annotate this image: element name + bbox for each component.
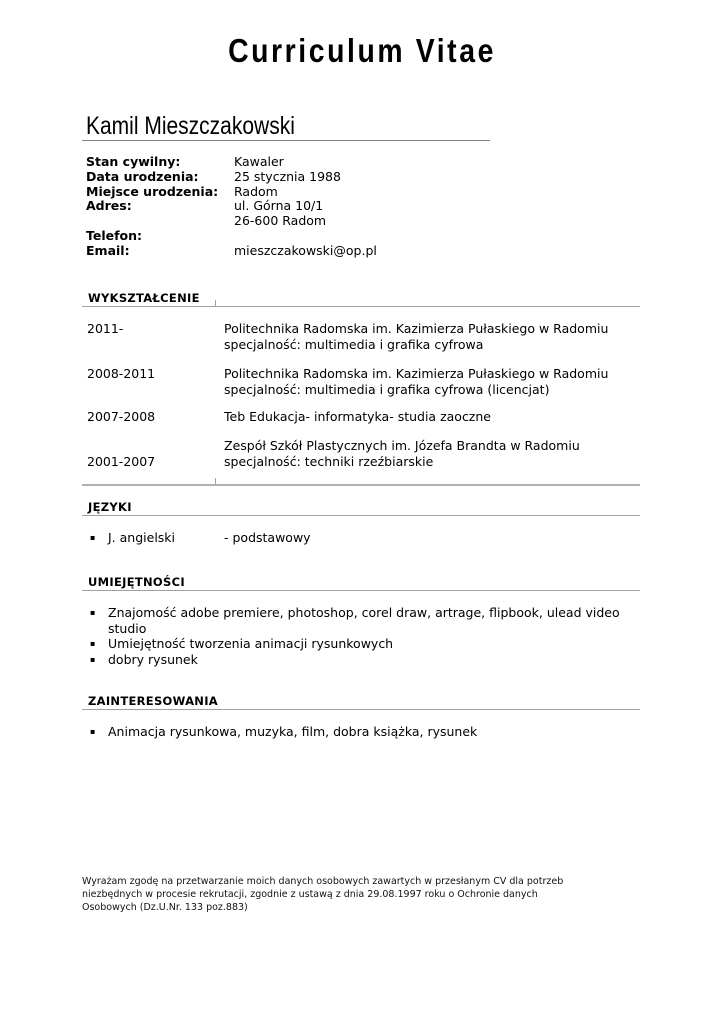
civil-status-row: [86, 155, 377, 170]
address-row: [86, 199, 377, 214]
birth-date-label: Data urodzenia:: [86, 168, 199, 184]
education-date-4: 2001-2007: [87, 454, 156, 469]
email-row: [86, 244, 377, 259]
language-name: J. angielski: [108, 530, 176, 545]
interests-text: Animacja rysunkowa, muzyka, film, dobra książka, rysunek: [108, 724, 478, 739]
civil-status-value: Kawaler: [234, 154, 284, 169]
education-desc-1-line2: specjalność: multimedia i grafika cyfrowa: [224, 337, 484, 352]
education-desc-2-line1: Politechnika Radomska im. Kazimierza Pułaskiego w Radomiu: [224, 366, 609, 381]
phone-label: Telefon:: [86, 227, 143, 243]
list-item: [90, 724, 477, 740]
languages-list: [90, 530, 311, 546]
address-label: Adres:: [86, 198, 132, 214]
education-desc-4: [224, 438, 580, 470]
education-desc-2-line2: specjalność: multimedia i grafika cyfrowa (licencjat): [224, 382, 550, 397]
skills-list: [90, 605, 620, 667]
skill-1-line1: Znajomość adobe premiere, photoshop, corel draw, artrage, flipbook, ulead video: [108, 605, 620, 620]
address-row-2: [86, 214, 377, 229]
birth-date-value: 25 stycznia 1988: [234, 168, 341, 184]
bullet-icon: ▪: [90, 727, 96, 736]
consent-line1: Wyrażam zgodę na przetwarzanie moich danych osobowych zawartych w przesłanym CV dla potrzeb: [82, 876, 564, 887]
email-value: mieszczakowski@op.pl: [234, 242, 377, 258]
education-desc-2: [224, 366, 608, 398]
interests-list: [90, 724, 477, 740]
skill-3: dobry rysunek: [108, 651, 198, 667]
bullet-icon: ▪: [90, 533, 96, 542]
education-date-2: 2008-2011: [87, 366, 156, 381]
skill-2: Umiejętność tworzenia animacji rysunkowych: [108, 636, 394, 651]
skill-1-line2: studio: [108, 620, 147, 636]
skills-rule: [82, 590, 640, 591]
bullet-icon: ▪: [90, 608, 96, 617]
list-item: [90, 530, 311, 546]
languages-rule: [82, 515, 640, 516]
civil-status-label: Stan cywilny:: [86, 154, 181, 169]
birth-place-label: Miejsce urodzenia:: [86, 183, 219, 199]
languages-heading: JĘZYKI: [88, 500, 132, 514]
document-title: Curriculum Vitae: [228, 32, 496, 69]
education-desc-3: [224, 409, 491, 425]
education-heading: WYKSZTAŁCENIE: [88, 291, 200, 305]
skills-heading: UMIEJĘTNOŚCI: [88, 575, 185, 589]
consent-line3: Osobowych (Dz.U.Nr. 133 poz.883): [82, 902, 248, 913]
personal-info: [86, 155, 377, 259]
interests-heading: ZAINTERESOWANIA: [88, 694, 218, 708]
education-end-rule: [82, 484, 640, 486]
bullet-icon: ▪: [90, 639, 96, 648]
education-desc-4-line1: Zespół Szkół Plastycznych im. Józefa Brandta w Radomiu: [224, 438, 580, 453]
bullet-icon: ▪: [90, 654, 96, 664]
address-line2: 26-600 Radom: [234, 213, 327, 229]
language-level: - podstawowy: [224, 530, 311, 545]
birth-place-value: Radom: [234, 183, 278, 199]
education-date-1: 2011-: [87, 321, 124, 336]
list-item: [90, 652, 620, 668]
consent-line2: niezbędnych w procesie rekrutacji, zgodnie z ustawą z dnia 29.08.1997 roku o Ochronie danych: [82, 889, 538, 900]
list-item: [90, 636, 620, 652]
candidate-name: Kamil Mieszczakowski: [86, 112, 295, 140]
birth-date-row: [86, 170, 377, 185]
education-desc-4-line2: specjalność: techniki rzeźbiarskie: [224, 454, 434, 469]
education-rule: [82, 306, 640, 307]
education-desc-3-line1: Teb Edukacja- informatyka- studia zaoczne: [224, 409, 491, 424]
name-underline: [82, 140, 490, 141]
education-date-3: 2007-2008: [87, 409, 156, 424]
data-processing-consent: [82, 875, 602, 914]
list-item: [90, 605, 620, 636]
phone-row: [86, 229, 377, 244]
birth-place-row: [86, 185, 377, 200]
address-line1: ul. Górna 10/1: [234, 198, 324, 214]
education-desc-1-line1: Politechnika Radomska im. Kazimierza Pułaskiego w Radomiu: [224, 321, 609, 336]
interests-rule: [82, 709, 640, 710]
education-desc-1: [224, 321, 608, 353]
email-label: Email:: [86, 242, 130, 258]
